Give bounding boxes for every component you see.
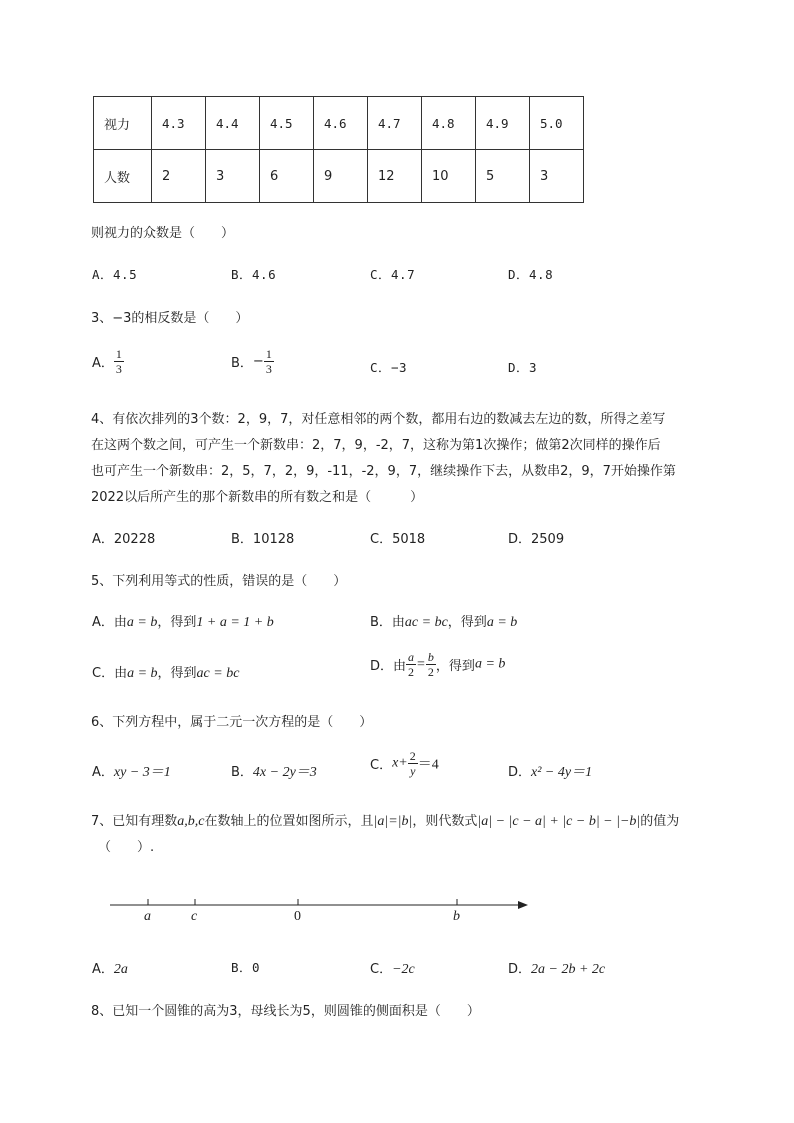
fraction [406,651,416,678]
math-expr: 1 + a = 1 + b [196,615,274,630]
q4-option-a: A．20228 [92,532,156,547]
fraction [114,348,124,375]
denominator: 2 [408,665,415,679]
table-cell: 6 [260,150,314,203]
q4-line-3: 也可产生一个新数串：2，5，7，2，9，-11，-2，9，7，继续操作下去，从数串2，9，7开始操作第 [91,464,676,479]
q3-option-c: C．−3 [370,360,408,375]
table-cell: 4.3 [152,97,206,150]
table-cell: 4.4 [206,97,260,150]
q7-option-d [508,958,605,978]
table-row [94,97,584,150]
math-expr: 2a − 2b + 2c [531,962,606,977]
q2-option-a: A．4.5 [92,267,138,282]
q7-option-a [92,958,128,978]
option-label: B．由 [370,615,405,630]
math-expr: a = b [486,615,518,630]
math-expr: |a|=|b| [373,814,413,829]
text: ，得到 [157,666,197,681]
option-label: A． [92,765,114,780]
denominator: 3 [265,362,272,376]
option-label: C． [370,758,393,773]
q8-stem: 8、已知一个圆锥的高为3，母线长为5，则圆锥的侧面积是（ ） [91,1004,480,1019]
q2-option-d: D．4.8 [508,267,554,282]
math-expr: a = b [126,615,158,630]
number-line [100,890,540,930]
q2-option-c: C．4.7 [370,267,416,282]
q6-option-c [370,750,439,777]
numerator: 2 [409,749,416,763]
q7-stem-line-2: （ ）. [98,840,155,855]
option-label: B． [231,765,253,780]
table-header-vision: 视力 [94,97,152,150]
q7-option-b: B．0 [231,960,261,975]
fraction [426,651,436,678]
text: 7、已知有理数 [91,814,178,829]
q5-stem: 5、下列利用等式的性质，错误的是（ ） [91,574,347,589]
denominator: 3 [115,362,122,376]
math-expr: ac = bc [196,666,240,681]
q4-line-1: 4、有依次排列的3个数：2，9，7，对任意相邻的两个数，都用右边的数减去左边的数，所得之差写 [91,412,666,427]
q3-stem: 3、−3的相反数是（ ） [91,311,249,326]
option-label: C． [370,962,393,977]
denominator: 2 [427,665,434,679]
table-cell: 3 [530,150,584,203]
q4-option-c: C．5018 [370,532,426,547]
vision-table [93,96,584,203]
axis-label-b: b [453,909,460,924]
math-expr: a = b [474,656,506,672]
option-label: B． [231,356,253,371]
denominator: y [410,764,416,778]
table-cell: 4.6 [314,97,368,150]
table-cell: 5.0 [530,97,584,150]
arrow-icon [518,901,528,909]
q6-stem: 6、下列方程中，属于二元一次方程的是（ ） [91,715,373,730]
numerator: b [427,650,434,664]
q5-option-d [370,651,505,678]
q5-option-a [92,611,274,631]
q2-stem: 则视力的众数是（ ） [91,226,235,241]
math-expr: x² − 4y＝1 [531,765,593,780]
math-expr: xy − 3＝1 [113,765,171,780]
option-label: D．由 [370,659,407,674]
q5-option-b [370,611,517,631]
q4-line-2: 在这两个数之间，可产生一个新数串：2，7，9，-2，7，这称为第1次操作；做第2次同样的操作后 [91,438,661,453]
math-expr: 4x − 2y＝3 [252,765,317,780]
option-label: D． [508,962,532,977]
table-cell: 4.8 [422,97,476,150]
q5-option-c [92,662,239,682]
q4-option-d: D．2509 [508,532,565,547]
text: ，得到 [435,659,475,674]
table-cell: 4.5 [260,97,314,150]
table-cell: 10 [422,150,476,203]
fraction [264,348,274,375]
option-label: A． [92,962,114,977]
q7-stem [91,810,679,830]
q2-option-b: B．4.6 [231,267,277,282]
text: ，得到 [447,615,487,630]
math-expr: 2a [113,962,128,977]
axis-label-0: 0 [294,909,301,924]
table-header-count: 人数 [94,150,152,203]
q6-option-b [231,761,317,781]
table-cell: 5 [476,150,530,203]
math-expr: x+ [392,755,408,771]
option-label: C．由 [92,666,128,681]
math-expr: a,b,c [177,814,205,829]
option-label: A． [92,356,114,371]
option-label: D． [508,765,532,780]
table-cell: 3 [206,150,260,203]
math-expr: −2c [392,962,415,977]
fraction [408,750,418,777]
math-expr: a = b [127,666,158,681]
numerator: 1 [265,347,272,361]
table-cell: 9 [314,150,368,203]
table-cell: 2 [152,150,206,203]
numerator: a [408,650,415,664]
text: ，则代数式 [412,814,478,829]
math-expr: ＝4 [417,757,439,773]
numerator: 1 [115,347,122,361]
equals: = [417,656,425,672]
text: ，得到 [157,615,197,630]
text: 在数轴上的位置如图所示，且 [204,814,374,829]
q3-option-d: D．3 [508,360,538,375]
option-label: A．由 [92,615,127,630]
q3-option-a [92,348,124,375]
math-expr: |a| − |c − a| + |c − b| − |−b| [477,814,641,829]
text: 的值为 [640,814,680,829]
q3-option-b [231,348,274,375]
q4-option-b: B．10128 [231,532,295,547]
table-cell: 12 [368,150,422,203]
axis-label-a: a [144,909,151,924]
math-expr: ac = bc [404,615,448,630]
q6-option-d [508,761,592,781]
table-cell: 4.9 [476,97,530,150]
q6-option-a [92,761,171,781]
q4-line-4: 2022以后所产生的那个新数串的所有数之和是（ ） [91,490,424,505]
minus-sign: − [252,354,264,369]
table-row [94,150,584,203]
table-cell: 4.7 [368,97,422,150]
axis-label-c: c [191,909,198,924]
q7-option-c [370,958,415,978]
